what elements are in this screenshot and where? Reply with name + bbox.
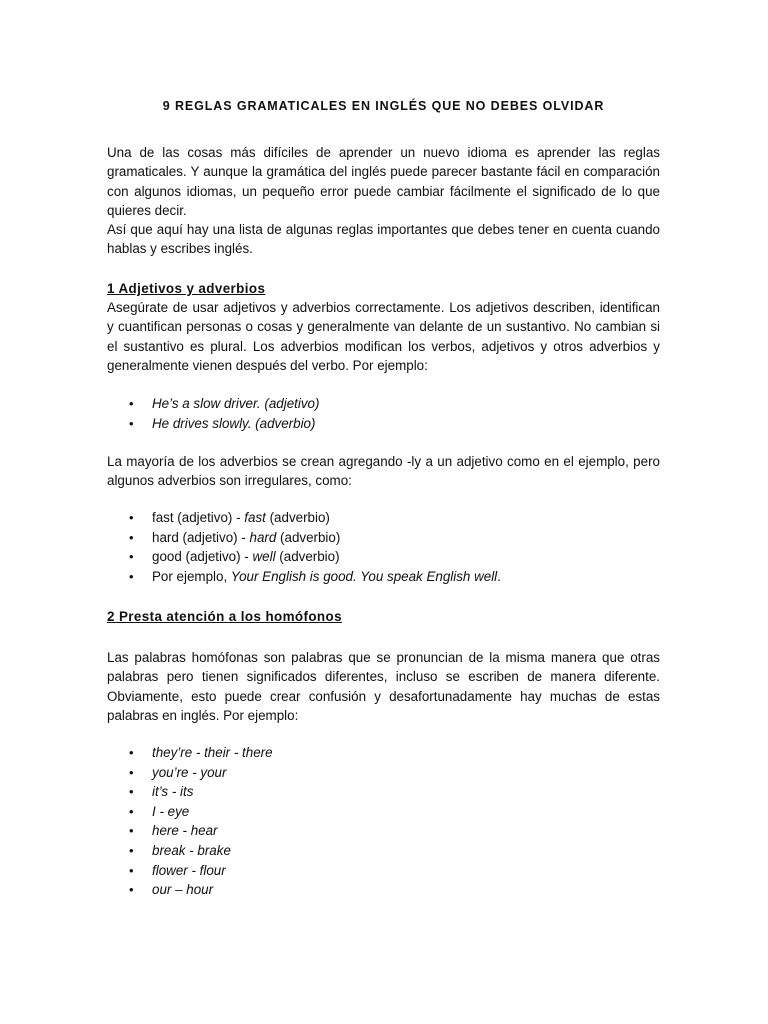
list-item: • Por ejemplo, Your English is good. You speak English well. (107, 567, 501, 587)
section-1-paragraph-1: Asegúrate de usar adjetivos y adverbios correctamente. Los adjetivos describen, identifican y cuantifican personas o cosas y generalmente van delante de un sustantivo. No cambian si el sustantivo es plural. Los adverbios modifican los verbos, adjetivos y otros adverbios y generalmente vienen después del verbo. Por ejemplo: (107, 300, 660, 373)
list-item: • flower - flour (107, 861, 273, 881)
bullet-icon: • (129, 784, 134, 800)
list-item: • good (adjetivo) - well (adverbio) (107, 547, 501, 567)
intro-paragraph-2: Así que aquí hay una lista de algunas reglas importantes que debes tener en cuenta cuando hablas y escribes inglés. (107, 222, 660, 257)
list-item: • it’s - its (107, 782, 273, 802)
bullet-icon: • (129, 396, 134, 411)
list-item: • He drives slowly. (adverbio) (107, 414, 319, 434)
list-item: • they’re - their - there (107, 743, 273, 763)
section-1-heading: 1 Adjetivos y adverbios (107, 281, 266, 296)
section-2-paragraph-1: Las palabras homófonas son palabras que se pronuncian de la misma manera que otras palabras pero tienen significados diferentes, incluso se escriben de manera diferente. Obviamente, esto puede crear confusión y desafortunadamente hay muchas de estas palabras en inglés. Por ejemplo: (107, 650, 660, 723)
document-title: 9 REGLAS GRAMATICALES EN INGLÉS QUE NO DEBES OLVIDAR (162, 99, 605, 113)
bullet-icon: • (129, 415, 134, 431)
list-item: • hard (adjetivo) - hard (adverbio) (107, 528, 501, 548)
bullet-icon: • (129, 823, 134, 839)
bullet-icon: • (129, 803, 134, 819)
section-1-paragraph-2: La mayoría de los adverbios se crean agregando -ly a un adjetivo como en el ejemplo, pero algunos adverbios son irregulares, como: (107, 454, 660, 489)
list-item: • fast (adjetivo) - fast (adverbio) (107, 508, 501, 528)
list-item: • our – hour (107, 880, 273, 900)
bullet-icon: • (129, 882, 134, 898)
list-item: • I - eye (107, 802, 273, 822)
homophones-list (107, 743, 273, 900)
bullet-icon: • (129, 529, 134, 545)
intro-paragraph-1: Una de las cosas más difíciles de aprender un nuevo idioma es aprender las reglas gramaticales. Y aunque la gramática del inglés puede parecer bastante fácil en comparación con algunos idiomas, un pequeño error puede cambiar fácilmente el significado de lo que quieres decir. (107, 145, 660, 218)
adjective-adverb-examples-list (107, 394, 319, 433)
bullet-icon: • (129, 862, 134, 878)
bullet-icon: • (129, 745, 134, 760)
irregular-adverbs-list (107, 508, 501, 586)
list-item: • He’s a slow driver. (adjetivo) (107, 394, 319, 414)
list-item: • you’re - your (107, 763, 273, 783)
bullet-icon: • (129, 764, 134, 780)
bullet-icon: • (129, 568, 134, 584)
list-item: • break - brake (107, 841, 273, 861)
list-item: • here - hear (107, 821, 273, 841)
bullet-icon: • (129, 549, 134, 565)
section-2-heading: 2 Presta atención a los homófonos (107, 609, 342, 624)
bullet-icon: • (129, 510, 134, 525)
bullet-icon: • (129, 842, 134, 858)
